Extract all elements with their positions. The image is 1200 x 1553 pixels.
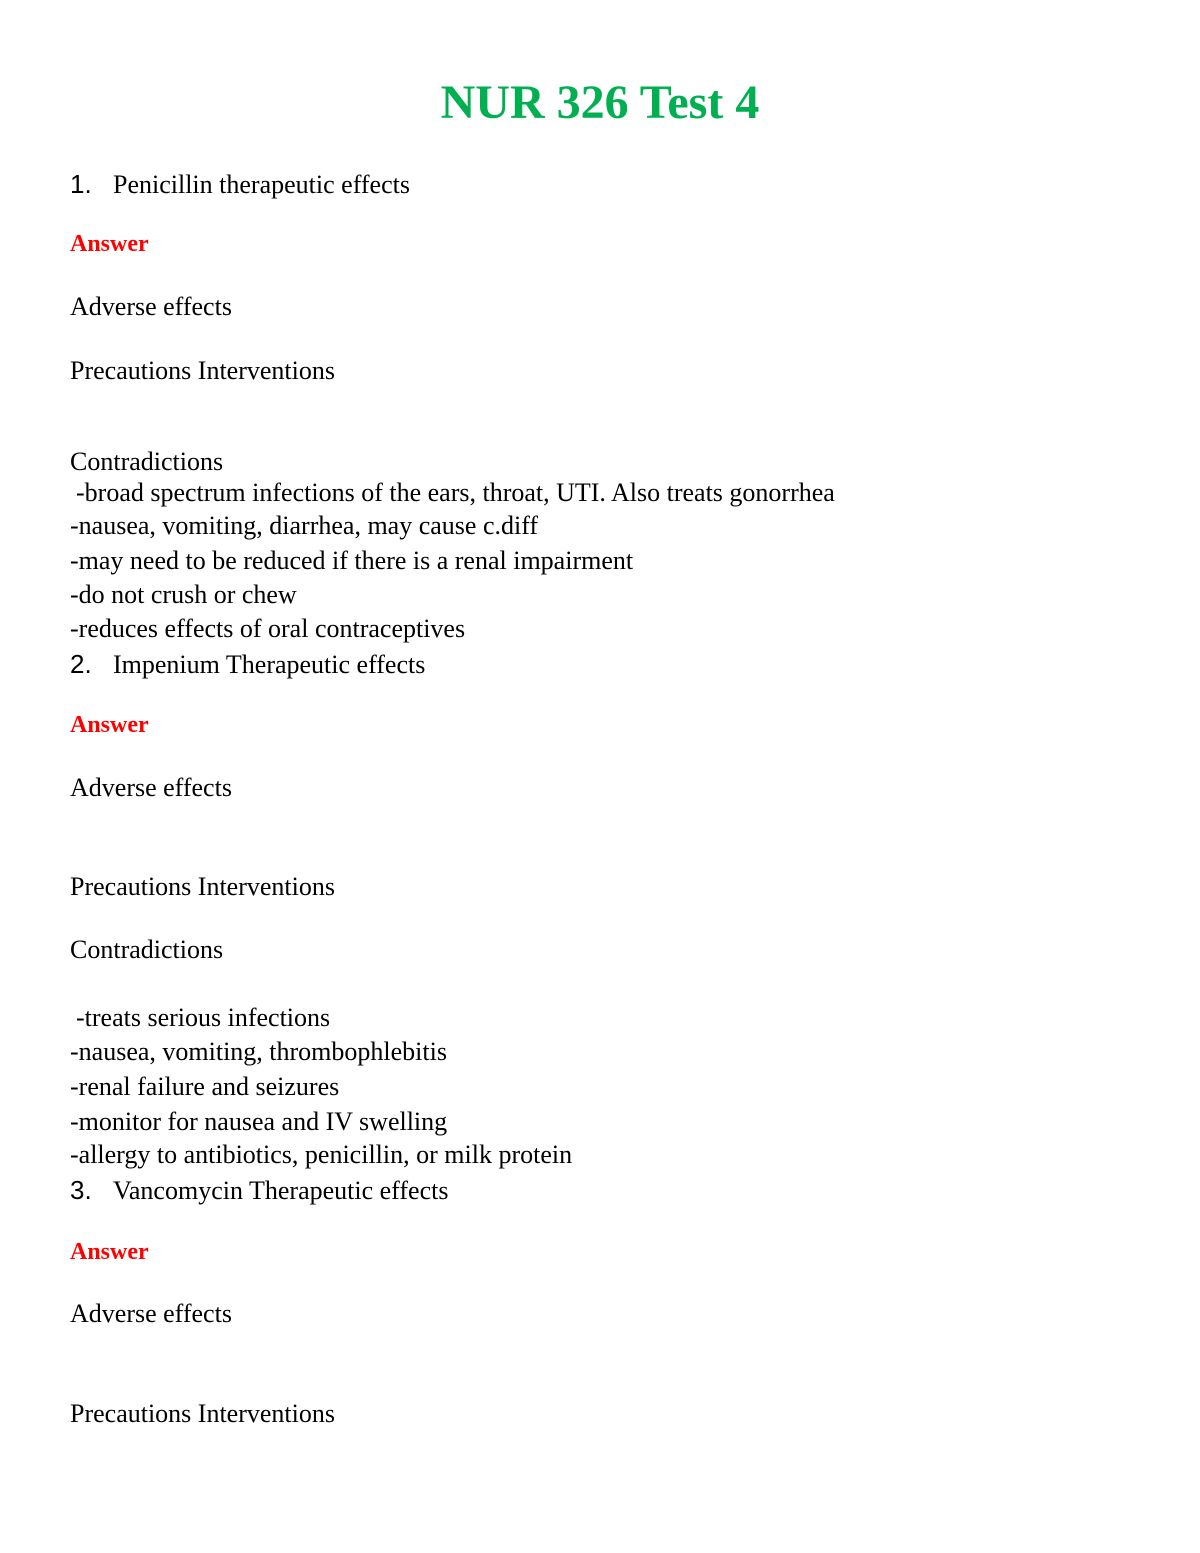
adverse-effects-label: Adverse effects (70, 1299, 232, 1328)
question-1 (70, 168, 410, 201)
answer-line: -may need to be reduced if there is a renal impairment (70, 546, 634, 575)
answer-line: -reduces effects of oral contraceptives (70, 614, 466, 643)
answer-line: -allergy to antibiotics, penicillin, or milk protein (70, 1140, 573, 1169)
question-number: 3. (70, 1175, 92, 1205)
question-prompt: Vancomycin Therapeutic effects (113, 1176, 449, 1205)
contradictions-label: Contradictions (70, 935, 224, 964)
answer-label: Answer (70, 231, 149, 257)
contradictions-label: Contradictions (70, 447, 224, 476)
question-2 (70, 648, 425, 681)
question-prompt: Penicillin therapeutic effects (113, 170, 410, 199)
answer-line: -renal failure and seizures (70, 1072, 340, 1101)
precautions-interventions-label: Precautions Interventions (70, 1399, 335, 1428)
answer-line: -nausea, vomiting, diarrhea, may cause c.diff (70, 511, 539, 540)
answer-label: Answer (70, 712, 149, 738)
precautions-interventions-label: Precautions Interventions (70, 872, 335, 901)
adverse-effects-label: Adverse effects (70, 292, 232, 321)
document-title: NUR 326 Test 4 (440, 76, 760, 129)
answer-line: -monitor for nausea and IV swelling (70, 1107, 448, 1136)
question-number: 1. (70, 169, 92, 199)
answer-line: -treats serious infections (76, 1003, 331, 1032)
adverse-effects-label: Adverse effects (70, 773, 232, 802)
answer-line: -do not crush or chew (70, 580, 297, 609)
answer-line: -nausea, vomiting, thrombophlebitis (70, 1037, 447, 1066)
answer-label: Answer (70, 1239, 149, 1265)
question-prompt: Impenium Therapeutic effects (113, 650, 426, 679)
question-3 (70, 1174, 448, 1207)
answer-line: -broad spectrum infections of the ears, throat, UTI. Also treats gonorrhea (76, 478, 835, 507)
question-number: 2. (70, 649, 92, 679)
precautions-interventions-label: Precautions Interventions (70, 356, 335, 385)
